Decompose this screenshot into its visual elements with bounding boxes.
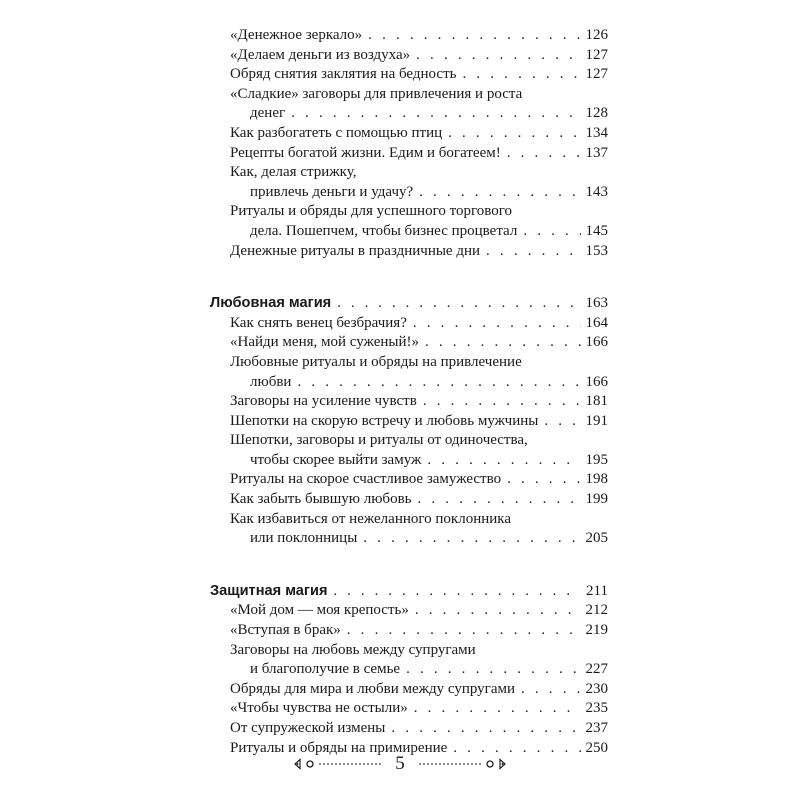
toc-entry-title: привлечь деньги и удачу?	[250, 183, 414, 200]
toc-entry-line	[230, 641, 608, 661]
toc-entry-line	[230, 719, 608, 739]
toc-group-protection	[210, 601, 608, 758]
toc-entry-title: «Вступая в брак»	[230, 622, 341, 639]
toc-entry-title: и благополучие в семье	[250, 661, 401, 678]
toc-entry-title: Ритуалы и обряды на примирение	[230, 739, 448, 756]
toc-entry-page-number: 195	[585, 451, 608, 468]
toc-entry-line	[230, 314, 608, 334]
toc-entry-page-number: 181	[585, 393, 608, 410]
toc-entry-title: Как, делая стрижку,	[230, 164, 357, 181]
toc-entry-line	[230, 46, 608, 66]
toc-entry-page-number: 230	[585, 680, 608, 697]
section-page-number: 211	[586, 582, 608, 599]
toc-entry	[210, 144, 608, 164]
left-ornament-icon	[293, 757, 385, 771]
toc-entry-line	[230, 202, 608, 222]
toc-entry-line	[230, 65, 608, 85]
toc-entry-title: Как разбогатеть с помощью птиц	[230, 124, 443, 141]
toc-entry-page-number: 153	[585, 242, 608, 259]
toc-entry	[210, 314, 608, 334]
toc-entry-line	[230, 601, 608, 621]
toc-entry-page-number: 127	[585, 46, 608, 63]
toc-entry-title: Ритуалы на скорое счастливое замужество	[230, 471, 502, 488]
toc-entry-page-number: 235	[585, 700, 608, 717]
toc-entry-line	[230, 529, 608, 549]
toc-entry-title: «Денежное зеркало»	[230, 27, 363, 43]
dot-leader	[333, 582, 581, 602]
toc-entry-line	[230, 431, 608, 451]
toc-group-money	[210, 26, 608, 261]
toc-entry	[210, 392, 608, 412]
toc-entry-line	[230, 699, 608, 719]
toc-entry-line	[230, 104, 608, 124]
toc-entry-title: Как снять венец безбрачия?	[230, 314, 407, 331]
toc-entry-line	[230, 333, 608, 353]
toc-entry-title: чтобы скорее выйти замуж	[250, 451, 422, 468]
dot-leader	[291, 104, 580, 124]
section-gap	[210, 549, 608, 582]
toc-entry-line	[230, 163, 608, 183]
toc-entry-page-number: 199	[585, 491, 608, 508]
toc-entry-line	[230, 26, 608, 46]
toc-entry	[210, 490, 608, 510]
toc-entry-line	[230, 373, 608, 393]
toc-entry-title: дела. Пошепчем, чтобы бизнес процветал	[250, 222, 518, 239]
toc-entry	[210, 719, 608, 739]
toc-entry	[210, 85, 608, 124]
toc-entry	[210, 65, 608, 85]
toc-entry-page-number: 219	[585, 622, 608, 639]
toc-entry-title: Денежные ритуалы в праздничные дни	[230, 242, 481, 259]
dot-leader	[414, 699, 581, 719]
toc-entry	[210, 202, 608, 241]
toc-entry-title: От супружеской измены	[230, 720, 386, 736]
page-number: 5	[395, 753, 405, 774]
toc-group-love	[210, 314, 608, 549]
toc-entry-title: Ритуалы и обряды для успешного торгового	[230, 203, 513, 220]
dot-leader	[416, 46, 580, 66]
dot-leader	[297, 373, 580, 393]
dot-leader	[462, 65, 580, 85]
dot-leader	[523, 222, 580, 242]
table-of-contents	[210, 26, 608, 758]
toc-entry-page-number: 205	[585, 530, 608, 547]
section-title: Любовная магия	[210, 295, 332, 312]
dot-leader	[418, 490, 581, 510]
dot-leader	[507, 470, 580, 490]
toc-entry-title: Заговоры на усиление чувств	[230, 393, 417, 410]
toc-entry-title: «Сладкие» заговоры для привлечения и роста	[230, 85, 523, 102]
toc-entry-line	[230, 510, 608, 530]
toc-entry-title: любви	[250, 373, 292, 390]
section-gap	[210, 261, 608, 294]
toc-entry-title: Рецепты богатой жизни. Едим и богатеем!	[230, 144, 501, 161]
toc-entry-page-number: 166	[585, 334, 608, 351]
toc-entry	[210, 26, 608, 46]
toc-entry	[210, 641, 608, 680]
toc-entry-page-number: 212	[585, 602, 608, 619]
toc-entry	[210, 124, 608, 144]
toc-entry-page-number: 237	[585, 720, 608, 736]
toc-entry-title: Заговоры на любовь между супругами	[230, 641, 476, 658]
toc-entry-page-number: 164	[585, 314, 608, 331]
toc-entry	[210, 163, 608, 202]
toc-entry-line	[230, 85, 608, 105]
toc-entry-title: Как забыть бывшую любовь	[230, 491, 412, 508]
toc-entry-page-number: 137	[585, 144, 608, 161]
dot-leader	[391, 719, 580, 739]
toc-entry-title: «Мой дом — моя крепость»	[230, 602, 409, 619]
toc-entry	[210, 699, 608, 719]
toc-entry-title: или поклонницы	[250, 530, 358, 547]
toc-entry-line	[230, 124, 608, 144]
toc-entry	[210, 242, 608, 262]
toc-entry	[210, 431, 608, 470]
section-heading-love-magic	[210, 294, 608, 314]
toc-entry-page-number: 145	[585, 222, 608, 239]
toc-entry-line	[230, 242, 608, 262]
toc-entry-page-number: 166	[585, 373, 608, 390]
toc-entry-line	[230, 660, 608, 680]
page-footer	[0, 754, 800, 774]
dot-leader	[347, 621, 581, 641]
dot-leader	[448, 124, 580, 144]
toc-entry	[210, 412, 608, 432]
toc-entry-line	[230, 490, 608, 510]
section-title: Защитная магия	[210, 582, 328, 599]
toc-entry-title: Шепотки, заговоры и ритуалы от одиночества,	[230, 432, 528, 449]
toc-entry	[210, 353, 608, 392]
dot-leader	[427, 451, 580, 471]
toc-entry-page-number: 143	[585, 183, 608, 200]
toc-entry-page-number: 227	[585, 661, 608, 678]
toc-entry-line	[230, 353, 608, 373]
toc-entry-page-number: 191	[585, 412, 608, 429]
toc-entry-line	[230, 144, 608, 164]
toc-entry-title: «Найди меня, мой суженый!»	[230, 334, 419, 351]
dot-leader	[425, 333, 581, 353]
dot-leader	[363, 529, 580, 549]
dot-leader	[544, 412, 580, 432]
dot-leader	[368, 26, 580, 46]
toc-entry	[210, 470, 608, 490]
toc-entry-title: Шепотки на скорую встречу и любовь мужчины	[230, 412, 539, 429]
dot-leader	[415, 601, 581, 621]
toc-entry-page-number: 127	[585, 66, 608, 83]
toc-entry-page-number: 198	[585, 471, 608, 488]
toc-entry-line	[230, 183, 608, 203]
dot-leader	[337, 294, 580, 314]
toc-entry-page-number: 126	[585, 27, 608, 43]
toc-entry	[210, 46, 608, 66]
toc-entry-title: Обряд снятия заклятия на бедность	[230, 66, 457, 83]
dot-leader	[486, 242, 580, 262]
toc-entry-title: денег	[250, 105, 286, 122]
dot-leader	[423, 392, 581, 412]
toc-entry-line	[230, 222, 608, 242]
toc-entry-title: «Чтобы чувства не остыли»	[230, 700, 408, 717]
toc-entry-page-number: 128	[585, 105, 608, 122]
toc-entry	[210, 680, 608, 700]
toc-entry-line	[230, 412, 608, 432]
toc-entry-title: «Делаем деньги из воздуха»	[230, 46, 411, 63]
toc-entry-line	[230, 621, 608, 641]
right-ornament-icon	[415, 757, 507, 771]
dot-leader	[507, 144, 581, 164]
toc-entry	[210, 601, 608, 621]
toc-entry-page-number: 134	[585, 124, 608, 141]
toc-entry	[210, 510, 608, 549]
toc-entry-title: Обряды для мира и любви между супругами	[230, 680, 515, 697]
toc-entry-line	[230, 680, 608, 700]
toc-entry-line	[230, 451, 608, 471]
toc-entry-page-number: 250	[585, 739, 608, 756]
toc-entry-line	[230, 392, 608, 412]
section-page-number: 163	[585, 295, 608, 312]
toc-entry-title: Как избавиться от нежеланного поклонника	[230, 510, 512, 527]
dot-leader	[521, 680, 581, 700]
toc-entry-line	[230, 470, 608, 490]
toc-entry	[210, 333, 608, 353]
section-heading-protective-magic	[210, 582, 608, 602]
toc-entry	[210, 621, 608, 641]
dot-leader	[413, 314, 581, 334]
dot-leader	[406, 660, 580, 680]
toc-entry-title: Любовные ритуалы и обряды на привлечение	[230, 353, 522, 370]
dot-leader	[419, 183, 580, 203]
